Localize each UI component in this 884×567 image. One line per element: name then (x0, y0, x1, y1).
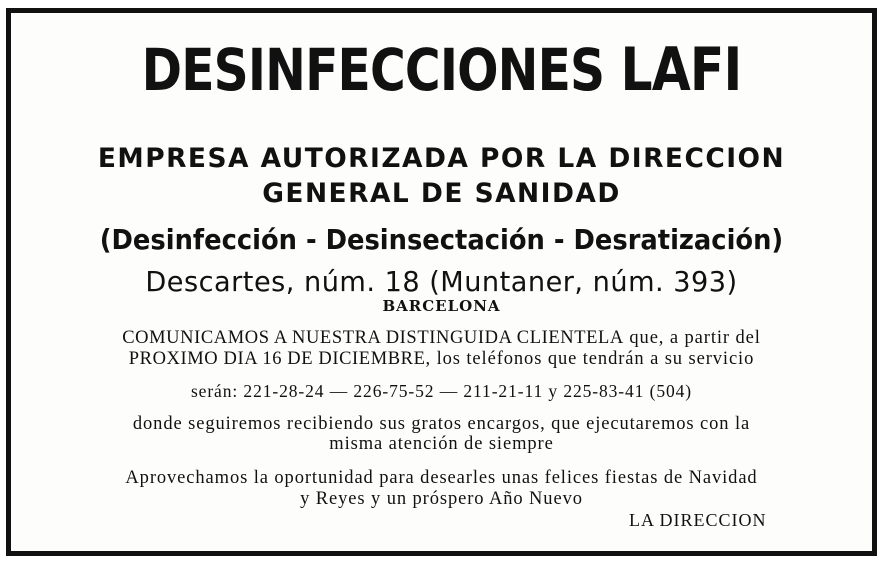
greeting-line-2: y Reyes y un próspero Año Nuevo (300, 489, 583, 509)
continue-line-1: donde seguiremos recibiendo sus gratos encargos, que ejecutaremos con la (132, 414, 751, 434)
greeting-line-1: Aprovechamos la oportunidad para desearles unas felices fiestas de Navidad (125, 468, 758, 488)
title-brand: LAFI (620, 35, 742, 105)
phone-extension: (504) (649, 381, 693, 401)
phone-numbers (11, 381, 872, 402)
phone-1: 221-28-24 (243, 381, 325, 401)
notice-line-2 (11, 349, 872, 370)
signature: LA DIRECCION (629, 510, 767, 530)
continue-line-2: misma atención de siempre (329, 434, 554, 454)
phone-conjunction: y (548, 381, 559, 401)
phones-prefix: serán: (190, 381, 239, 401)
notice-line-2-rest: , los teléfonos que tendrán a su servicio (425, 349, 755, 369)
notice-line-1-caps: COMUNICAMOS A NUESTRA DISTINGUIDA CLIENTELA (122, 328, 624, 348)
title-main: DESINFECCIONES (141, 36, 605, 104)
services-list: (Desinfección - Desinsectación - Desratización) (99, 223, 784, 256)
phone-2: 226-75-52 (353, 381, 435, 401)
notice-line-1 (11, 328, 872, 349)
subtitle-line-2: GENERAL DE SANIDAD (262, 178, 621, 209)
ad-title (80, 35, 803, 105)
city: BARCELONA (382, 297, 501, 315)
phone-3: 211-21-11 (463, 381, 544, 401)
address: Descartes, núm. 18 (Muntaner, núm. 393) (145, 265, 738, 298)
notice-line-1-rest: que, a partir del (623, 328, 761, 348)
phone-4: 225-83-41 (563, 381, 645, 401)
notice-line-2-caps: PROXIMO DIA 16 DE DICIEMBRE (128, 349, 426, 369)
phone-separator: — (439, 381, 459, 401)
subtitle-line-1: EMPRESA AUTORIZADA POR LA DIRECCION (97, 143, 786, 174)
advertisement-frame (6, 8, 877, 556)
phone-separator: — (329, 381, 349, 401)
